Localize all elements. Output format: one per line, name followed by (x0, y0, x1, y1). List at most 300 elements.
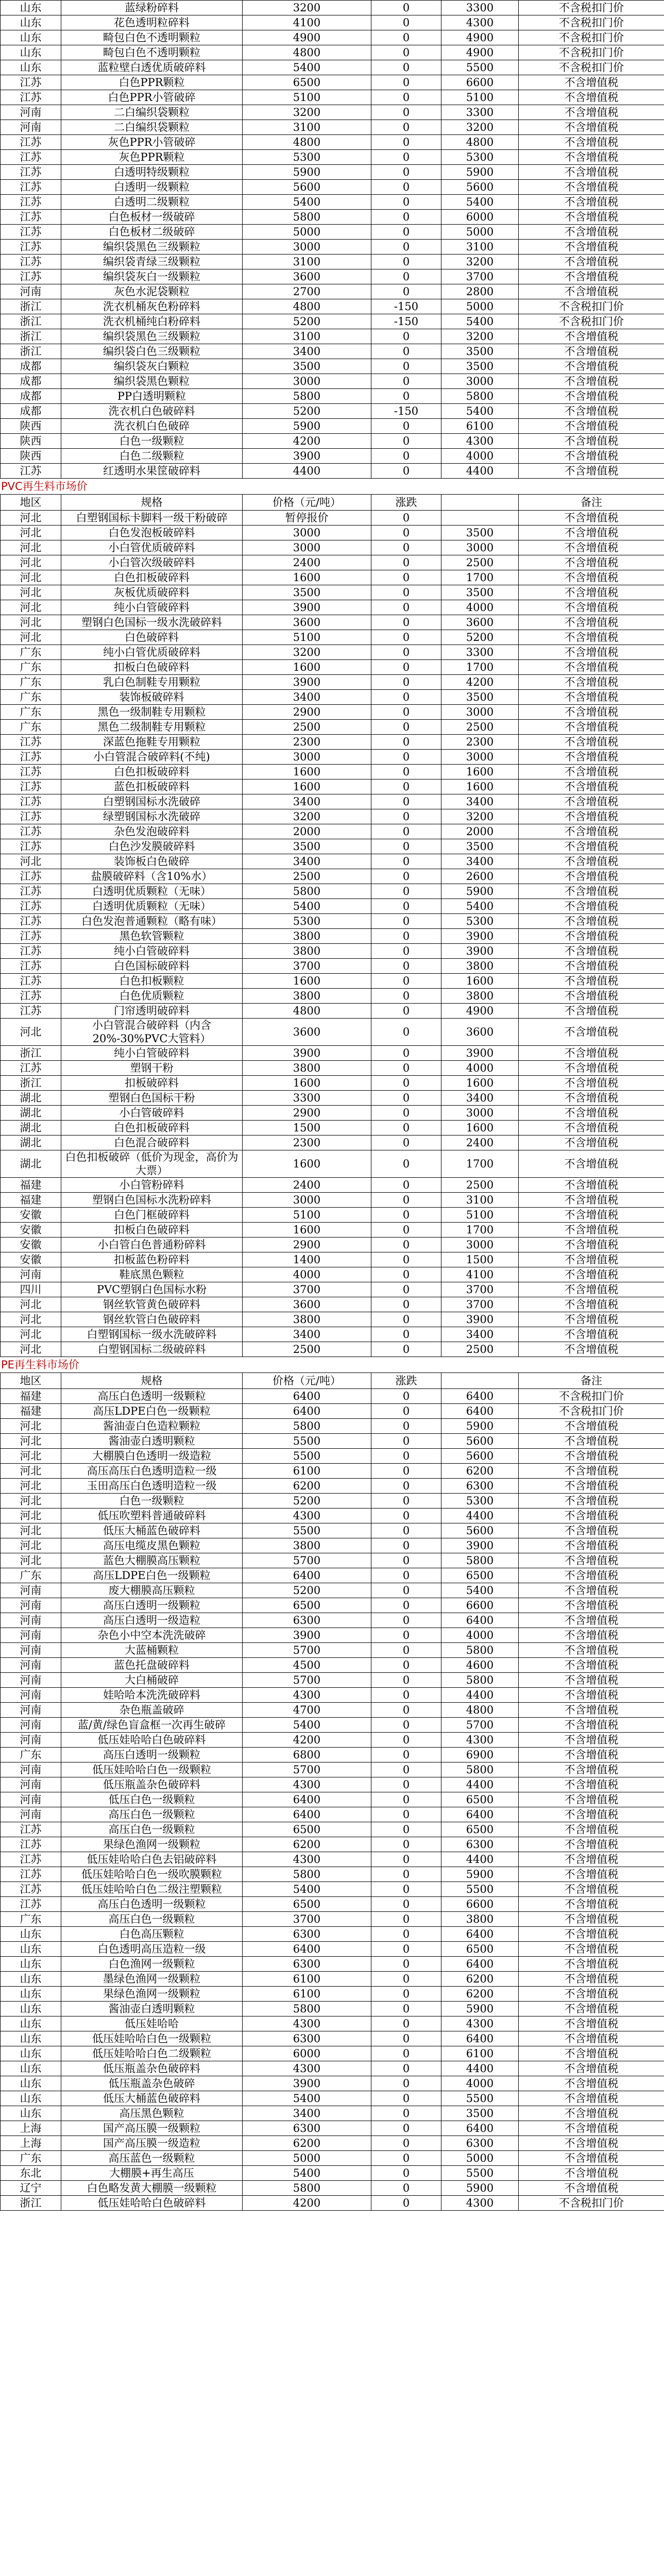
table-row (1, 1688, 664, 1703)
remark-cell: 不含增值税 (519, 839, 664, 854)
spec-cell: 高压白色透明一级颗粒 (61, 1389, 243, 1404)
spec-cell: 小白管次级破碎料 (61, 555, 243, 570)
table-row (1, 1061, 664, 1076)
remark-cell: 不含增值税 (519, 404, 664, 419)
change-cell: 0 (371, 1897, 441, 1912)
spec-cell: 白色渔网一级颗粒 (61, 1957, 243, 1972)
spec-cell: 高压白色透明一级颗粒 (61, 1897, 243, 1912)
change-cell: 0 (371, 585, 441, 600)
remark-cell: 不含增值税 (519, 269, 664, 284)
region-cell: 江苏 (1, 180, 61, 195)
price2-cell: 6000 (441, 210, 519, 225)
change-cell: 0 (371, 1061, 441, 1076)
table-row (1, 1178, 664, 1193)
region-cell: 河北 (1, 1342, 61, 1357)
spec-cell: 白透明二级颗粒 (61, 195, 243, 210)
remark-cell: 不含增值税 (519, 779, 664, 794)
change-cell: 0 (371, 1004, 441, 1019)
region-cell: 江苏 (1, 929, 61, 944)
region-cell: 上海 (1, 2136, 61, 2151)
price-cell: 5600 (243, 180, 371, 195)
price2-cell: 3800 (441, 1912, 519, 1927)
spec-cell: 酱油壶白透明颗粒 (61, 2002, 243, 2016)
remark-cell: 不含增值税 (519, 1004, 664, 1019)
change-cell: 0 (371, 2136, 441, 2151)
spec-cell: 白色破碎料 (61, 630, 243, 645)
price2-cell: 4100 (441, 1267, 519, 1282)
remark-cell: 不含增值税 (519, 2181, 664, 2196)
remark-cell: 不含增值税 (519, 1777, 664, 1792)
price-cell: 2500 (243, 869, 371, 884)
price2-cell: 3200 (441, 255, 519, 269)
spec-cell: 白色PPR小管破碎 (61, 90, 243, 105)
price2-cell: 5100 (441, 1208, 519, 1223)
spec-cell: 钢丝软管黄色破碎料 (61, 1297, 243, 1312)
spec-cell: 白色PPR颗粒 (61, 75, 243, 90)
table-row (1, 60, 664, 75)
price-cell: 3000 (243, 750, 371, 765)
region-cell: 山东 (1, 1, 61, 15)
table-row (1, 255, 664, 269)
region-cell: 河北 (1, 1019, 61, 1046)
spec-cell: 小白管白色普通粉碎料 (61, 1238, 243, 1252)
price2-cell: 2300 (441, 735, 519, 750)
remark-cell: 不含增值税 (519, 464, 664, 479)
price2-cell: 2800 (441, 284, 519, 299)
price-cell: 6400 (243, 1807, 371, 1822)
region-cell: 江苏 (1, 75, 61, 90)
price2-cell: 6100 (441, 2046, 519, 2061)
price2-cell (441, 511, 519, 526)
region-cell: 江苏 (1, 195, 61, 210)
table-row (1, 854, 664, 869)
table-row (1, 2002, 664, 2016)
region-cell: 辽宁 (1, 2181, 61, 2196)
price2-cell: 5500 (441, 60, 519, 75)
price2-cell: 2500 (441, 1178, 519, 1193)
region-cell: 山东 (1, 2002, 61, 2016)
remark-cell: 不含增值税 (519, 1121, 664, 1136)
price-cell: 5400 (243, 1718, 371, 1733)
region-cell: 江苏 (1, 884, 61, 899)
region-cell: 江苏 (1, 165, 61, 180)
change-cell: 0 (371, 1837, 441, 1852)
spec-cell: 扣板白色破碎料 (61, 1223, 243, 1238)
remark-cell: 不含增值税 (519, 1223, 664, 1238)
table-row (1, 90, 664, 105)
change-cell: 0 (371, 1076, 441, 1091)
remark-cell: 不含增值税 (519, 884, 664, 899)
price-cell: 3900 (243, 2076, 371, 2091)
remark-cell: 不含增值税 (519, 1312, 664, 1327)
region-cell: 河南 (1, 1613, 61, 1628)
price2-cell: 3000 (441, 1238, 519, 1252)
region-cell: 湖北 (1, 1106, 61, 1121)
price2-cell: 4900 (441, 1004, 519, 1019)
price-cell: 3100 (243, 329, 371, 344)
table-row (1, 1223, 664, 1238)
remark-cell: 不含增值税 (519, 1136, 664, 1150)
region-cell: 江苏 (1, 989, 61, 1004)
price2-cell: 6400 (441, 1389, 519, 1404)
change-cell: 0 (371, 105, 441, 120)
table-row (1, 809, 664, 824)
pe-section-title: PE再生料市场价 (1, 1359, 79, 1371)
region-cell: 河南 (1, 1643, 61, 1658)
remark-cell: 不含增值税 (519, 914, 664, 929)
spec-cell: 白色一级颗粒 (61, 434, 243, 449)
spec-cell: 蓝绿粉碎料 (61, 1, 243, 15)
region-cell: 安徽 (1, 1223, 61, 1238)
remark-cell: 不含增值税 (519, 2151, 664, 2166)
region-cell: 江苏 (1, 839, 61, 854)
price2-cell: 1600 (441, 765, 519, 779)
change-cell: 0 (371, 2181, 441, 2196)
price2-cell: 4400 (441, 1777, 519, 1792)
price2-cell: 2000 (441, 824, 519, 839)
spec-cell: 白透明优质颗粒（无味） (61, 899, 243, 914)
table-row (1, 750, 664, 765)
change-cell: 0 (371, 1867, 441, 1882)
price-cell: 4000 (243, 1267, 371, 1282)
price2-cell: 6100 (441, 419, 519, 434)
spec-cell: 小白管混合破碎料(不纯) (61, 750, 243, 765)
region-cell: 河南 (1, 1777, 61, 1792)
price-cell: 3900 (243, 675, 371, 690)
change-cell: 0 (371, 150, 441, 165)
table-row (1, 374, 664, 389)
region-cell: 福建 (1, 1389, 61, 1404)
region-cell: 江苏 (1, 974, 61, 989)
remark-cell: 不含增值税 (519, 165, 664, 180)
spec-cell: 鞋底黑色颗粒 (61, 1267, 243, 1282)
price-cell: 1600 (243, 765, 371, 779)
price2-cell: 4800 (441, 135, 519, 150)
remark-cell: 不含增值税 (519, 1628, 664, 1643)
table-row (1, 359, 664, 374)
price-cell: 4800 (243, 45, 371, 60)
spec-cell: 高压白色一级颗粒 (61, 1807, 243, 1822)
region-cell: 河北 (1, 1434, 61, 1449)
spec-cell: 蓝色扣板破碎料 (61, 779, 243, 794)
remark-cell: 不含增值税 (519, 1419, 664, 1434)
spec-cell: 低压大桶蓝色破碎料 (61, 1523, 243, 1538)
table-row (1, 2046, 664, 2061)
spec-cell: 低压娃哈哈白色一级颗粒 (61, 1762, 243, 1777)
spec-cell: 低压瓶盖杂色破碎 (61, 2076, 243, 2091)
table-row (1, 389, 664, 404)
spec-cell: 白塑钢国标二级破碎料 (61, 1342, 243, 1357)
spec-cell: 小白管混合破碎料（内含20%-30%PVC大管料） (61, 1019, 243, 1046)
remark-cell: 不含增值税 (519, 869, 664, 884)
spec-cell: 白色透明高压造粒一级 (61, 1942, 243, 1957)
remark-cell: 不含增值税 (519, 794, 664, 809)
price2-cell: 3900 (441, 1046, 519, 1061)
spec-cell: 深蓝色拖鞋专用颗粒 (61, 735, 243, 750)
remark-cell: 不含增值税 (519, 1807, 664, 1822)
spec-cell: 白色门框破碎料 (61, 1208, 243, 1223)
spec-cell: 高压白色一级颗粒 (61, 1912, 243, 1927)
spec-cell: 黑色二级制鞋专用颗粒 (61, 720, 243, 735)
region-cell: 江苏 (1, 135, 61, 150)
spec-cell: 小白管粉碎料 (61, 1178, 243, 1193)
price-cell: 3100 (243, 255, 371, 269)
price2-cell: 3700 (441, 1297, 519, 1312)
table-row (1, 1882, 664, 1897)
change-cell: 0 (371, 570, 441, 585)
table-row (1, 1389, 664, 1404)
header-spec-cell: 规格 (61, 1373, 243, 1389)
price2-cell: 3100 (441, 240, 519, 255)
spec-cell: 高压白透明一级颗粒 (61, 1598, 243, 1613)
table-row (1, 1342, 664, 1357)
change-cell: 0 (371, 600, 441, 615)
remark-cell: 不含增值税 (519, 1837, 664, 1852)
price2-cell: 3800 (441, 959, 519, 974)
region-cell: 江苏 (1, 90, 61, 105)
price-cell: 3800 (243, 929, 371, 944)
region-cell: 江苏 (1, 1061, 61, 1076)
remark-cell: 不含增值税 (519, 1553, 664, 1568)
spec-cell: 玉田高压白色透明造粒一级 (61, 1479, 243, 1494)
remark-cell: 不含增值税 (519, 1598, 664, 1613)
region-cell: 广东 (1, 690, 61, 705)
change-cell: 0 (371, 30, 441, 45)
change-cell: 0 (371, 135, 441, 150)
price-cell: 2500 (243, 1342, 371, 1357)
spec-cell: 白色扣板破碎料 (61, 765, 243, 779)
table-row (1, 1942, 664, 1957)
table-row (1, 1987, 664, 2002)
price-cell: 4300 (243, 1688, 371, 1703)
table-row (1, 1267, 664, 1282)
change-cell: 0 (371, 2121, 441, 2136)
price-cell: 5100 (243, 90, 371, 105)
price-cell: 5100 (243, 1208, 371, 1223)
remark-cell: 不含增值税 (519, 1987, 664, 2002)
price-cell: 3600 (243, 615, 371, 630)
remark-cell: 不含增值税 (519, 1282, 664, 1297)
table-row (1, 15, 664, 30)
price2-cell: 3300 (441, 105, 519, 120)
region-cell: 江苏 (1, 1882, 61, 1897)
table-row (1, 1762, 664, 1777)
table-row (1, 1748, 664, 1762)
region-cell: 江苏 (1, 914, 61, 929)
price2-cell: 2600 (441, 869, 519, 884)
price-cell: 2900 (243, 705, 371, 720)
price-cell: 6000 (243, 2046, 371, 2061)
spec-cell: 白塑钢国标水洗破碎 (61, 794, 243, 809)
spec-cell: 低压白色一级颗粒 (61, 1792, 243, 1807)
remark-cell: 不含增值税 (519, 1434, 664, 1449)
price-cell: 6500 (243, 1822, 371, 1837)
remark-cell: 不含增值税 (519, 750, 664, 765)
change-cell: 0 (371, 1389, 441, 1404)
region-cell: 河南 (1, 1718, 61, 1733)
table-row (1, 989, 664, 1004)
remark-cell: 不含税扣门价 (519, 1389, 664, 1404)
price-cell: 暂停报价 (243, 511, 371, 526)
price-cell: 3400 (243, 2106, 371, 2121)
change-cell: 0 (371, 1178, 441, 1193)
price2-cell: 1700 (441, 570, 519, 585)
table-row (1, 1777, 664, 1792)
price2-cell: 5000 (441, 2151, 519, 2166)
spec-cell: 白色扣板颗粒 (61, 974, 243, 989)
price-cell: 3200 (243, 645, 371, 660)
price2-cell: 3600 (441, 1019, 519, 1046)
table-row (1, 120, 664, 135)
region-cell: 河北 (1, 540, 61, 555)
spec-cell: 果绿色渔网一级颗粒 (61, 1987, 243, 2002)
price-cell: 1600 (243, 1150, 371, 1178)
remark-cell: 不含增值税 (519, 344, 664, 359)
price-cell: 5200 (243, 314, 371, 329)
region-cell: 山东 (1, 2031, 61, 2046)
change-cell: 0 (371, 1972, 441, 1987)
region-cell: 河南 (1, 105, 61, 120)
change-cell: -150 (371, 314, 441, 329)
table-row (1, 914, 664, 929)
spec-cell: 编织袋黑色颗粒 (61, 374, 243, 389)
spec-cell: 低压娃哈哈白色破碎料 (61, 2196, 243, 2211)
table-row (1, 269, 664, 284)
price2-cell: 5800 (441, 1762, 519, 1777)
price2-cell: 2500 (441, 1342, 519, 1357)
price-cell: 3900 (243, 1046, 371, 1061)
spec-cell: 低压瓶盖杂色破碎料 (61, 2061, 243, 2076)
change-cell: 0 (371, 1312, 441, 1327)
region-cell: 福建 (1, 1193, 61, 1208)
remark-cell: 不含增值税 (519, 150, 664, 165)
price2-cell: 6400 (441, 2031, 519, 2046)
price2-cell: 5900 (441, 2181, 519, 2196)
region-cell: 安徽 (1, 1238, 61, 1252)
remark-cell: 不含增值税 (519, 1897, 664, 1912)
price2-cell: 3300 (441, 1, 519, 15)
spec-cell: 酱油壶白色造粒颗粒 (61, 1419, 243, 1434)
table-row (1, 1867, 664, 1882)
region-cell: 江苏 (1, 255, 61, 269)
price-cell: 3600 (243, 1297, 371, 1312)
region-cell: 江苏 (1, 750, 61, 765)
table-row (1, 1673, 664, 1688)
region-cell: 广东 (1, 1748, 61, 1762)
change-cell: 0 (371, 1688, 441, 1703)
table-row (1, 899, 664, 914)
header-price2-cell (441, 495, 519, 511)
change-cell: 0 (371, 1121, 441, 1136)
change-cell: 0 (371, 2076, 441, 2091)
table-row (1, 944, 664, 959)
change-cell: 0 (371, 434, 441, 449)
spec-cell: 酱油壶白透明颗粒 (61, 1434, 243, 1449)
spec-cell: 纯小白管破碎料 (61, 1046, 243, 1061)
price-cell: 6400 (243, 1792, 371, 1807)
spec-cell: 蓝/黄/绿色盲盒框一次再生破碎 (61, 1718, 243, 1733)
spec-cell: 白色一级颗粒 (61, 1494, 243, 1509)
remark-cell: 不含增值税 (519, 2016, 664, 2031)
price-cell: 4200 (243, 434, 371, 449)
price-cell: 4300 (243, 1852, 371, 1867)
table-row (1, 1193, 664, 1208)
change-cell: 0 (371, 389, 441, 404)
price2-cell: 6500 (441, 1942, 519, 1957)
table-row (1, 1972, 664, 1987)
price-cell: 5700 (243, 1553, 371, 1568)
price-cell: 5400 (243, 1882, 371, 1897)
price-cell: 5200 (243, 1494, 371, 1509)
region-cell: 陕西 (1, 434, 61, 449)
remark-cell: 不含增值税 (519, 225, 664, 240)
table-row (1, 735, 664, 750)
change-cell: 0 (371, 1703, 441, 1718)
table-row (1, 1136, 664, 1150)
spec-cell: 低压吹塑料普通破碎料 (61, 1509, 243, 1523)
spec-cell: 高压LDPE白色一级颗粒 (61, 1404, 243, 1419)
price2-cell: 5600 (441, 1434, 519, 1449)
price2-cell: 1600 (441, 974, 519, 989)
change-cell: 0 (371, 1852, 441, 1867)
table-row (1, 1733, 664, 1748)
price-cell: 3200 (243, 1, 371, 15)
change-cell: 0 (371, 1598, 441, 1613)
price2-cell: 5500 (441, 2166, 519, 2181)
region-cell: 成都 (1, 374, 61, 389)
change-cell: 0 (371, 511, 441, 526)
remark-cell: 不含增值税 (519, 675, 664, 690)
region-cell: 河北 (1, 1479, 61, 1494)
table-row (1, 1312, 664, 1327)
region-cell: 山东 (1, 1987, 61, 2002)
region-cell: 成都 (1, 389, 61, 404)
region-cell: 江苏 (1, 944, 61, 959)
price2-cell: 4600 (441, 1658, 519, 1673)
remark-cell: 不含增值税 (519, 1479, 664, 1494)
price2-cell: 3700 (441, 1282, 519, 1297)
price2-cell: 3500 (441, 2106, 519, 2121)
price-cell: 3900 (243, 600, 371, 615)
region-cell: 山东 (1, 1972, 61, 1987)
region-cell: 山东 (1, 60, 61, 75)
change-cell: -150 (371, 299, 441, 314)
spec-cell: 白色扣板破碎料 (61, 1121, 243, 1136)
price2-cell: 5000 (441, 225, 519, 240)
table-row (1, 645, 664, 660)
price2-cell: 5100 (441, 90, 519, 105)
remark-cell: 不含税扣门价 (519, 30, 664, 45)
region-cell: 河北 (1, 1523, 61, 1538)
table-row (1, 464, 664, 479)
spec-cell: 墨绿色渔网一级颗粒 (61, 1972, 243, 1987)
region-cell: 福建 (1, 1404, 61, 1419)
region-cell: 江苏 (1, 794, 61, 809)
change-cell: 0 (371, 1553, 441, 1568)
price-cell: 1600 (243, 570, 371, 585)
pe-price-table (0, 1372, 664, 2211)
spec-cell: 白色沙发膜破碎料 (61, 839, 243, 854)
remark-cell: 不含增值税 (519, 2061, 664, 2076)
region-cell: 浙江 (1, 314, 61, 329)
price-cell: 5500 (243, 1523, 371, 1538)
table-row (1, 1598, 664, 1613)
price2-cell: 3900 (441, 1312, 519, 1327)
price2-cell: 4300 (441, 2196, 519, 2211)
spec-cell: 白色板材二级破碎 (61, 225, 243, 240)
change-cell: 0 (371, 1342, 441, 1357)
table-row (1, 1150, 664, 1178)
